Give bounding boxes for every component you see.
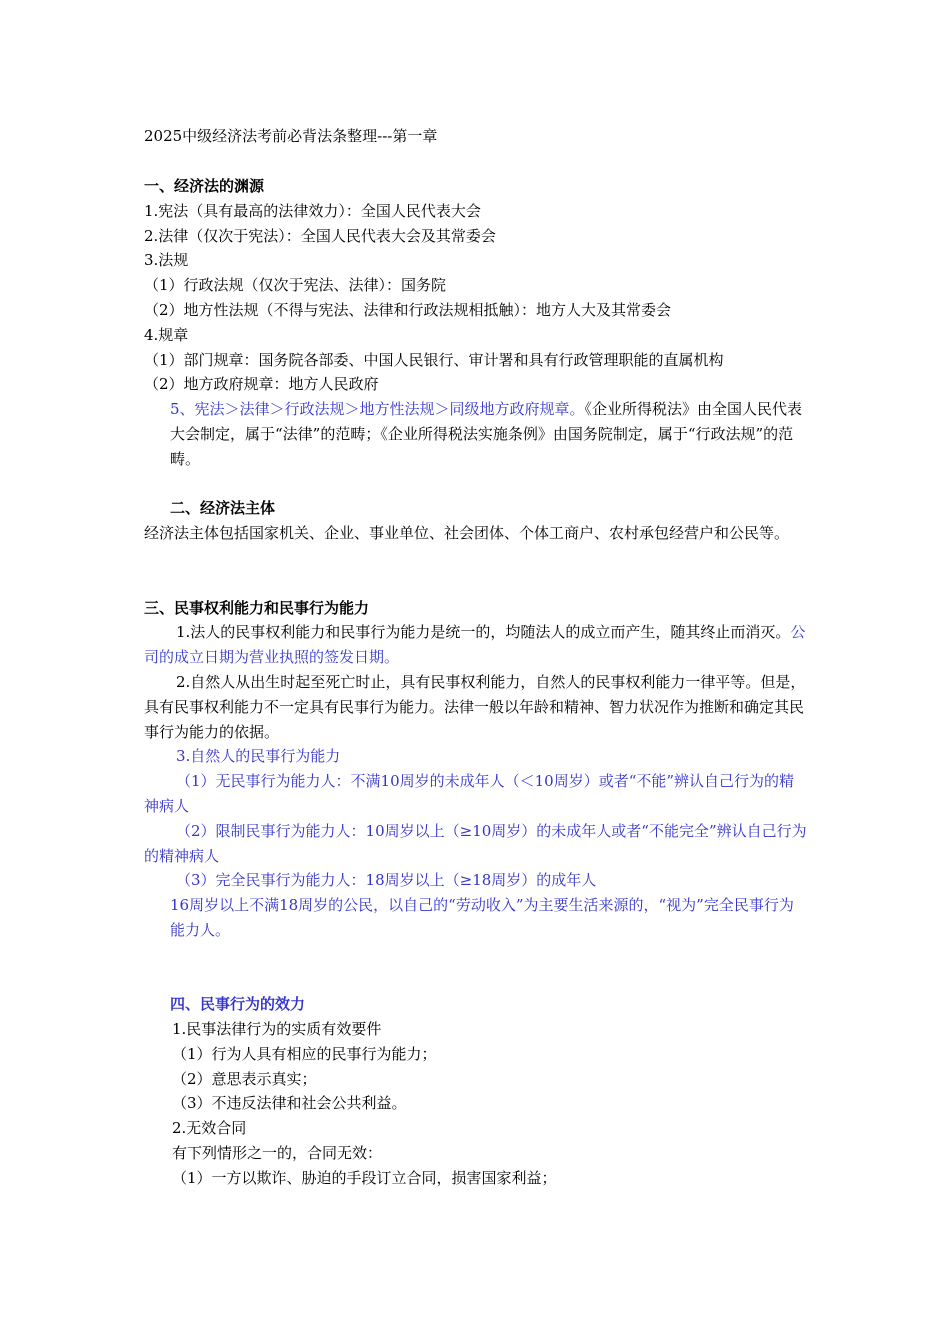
section3-p3-item: （3）完全民事行为能力人：18周岁以上（≥18周岁）的成年人 [176,871,597,890]
section2-text: 经济法主体包括国家机关、企业、事业单位、社会团体、个体工商户、农村承包经营户和公民等。 [144,524,790,543]
section1-item: 2.法律（仅次于宪法）：全国人民代表大会及其常委会 [144,226,496,245]
section3-paragraph1 [144,620,808,670]
section1-item: 4.规章 [144,325,189,344]
section1-point5-text: 《企业所得税法》由全国人民代表大会制定，属于“法律”的范畴；《企业所得税法实施条例》由国务院制定，属于“行政法规”的范畴。 [170,400,803,468]
section1-point5 [144,397,808,471]
document-title: 2025中级经济法考前必背法条整理---第一章 [144,127,438,145]
section3-p3-item: （1）无民事行为能力人：不满10周岁的未成年人（＜10周岁）或者“不能”辨认自己行为的精神病人 [144,772,795,815]
section4-item: （1）行为人具有相应的民事行为能力； [172,1044,437,1063]
section1-item: 3.法规 [144,251,189,270]
section2-heading: 二、经济法主体 [170,499,276,518]
section1-heading: 一、经济法的渊源 [144,177,265,195]
section3-paragraph2: 2.自然人从出生时起至死亡时止，具有民事权利能力，自然人的民事权利能力一律平等。但是，具有民事权利能力不一定具有民事行为能力。法律一般以年龄和精神、智力状况作为推断和确定其民事行为能力的依据。 [144,672,806,741]
section4-item: （2）意思表示真实； [172,1069,317,1088]
section1-item: （2）地方性法规（不得与宪法、法律和行政法规相抵触）：地方人大及其常委会 [144,300,672,319]
section3-p3-heading: 3.自然人的民事行为能力 [176,747,341,766]
section3-p3-note: 16周岁以上不满18周岁的公民，以自己的“劳动收入”为主要生活来源的，“视为”完全民事行为能力人。 [170,896,794,939]
section1-item: （1）部门规章：国务院各部委、中国人民银行、审计署和具有行政管理职能的直属机构 [144,350,724,369]
section1-item: （2）地方政府规章：地方人民政府 [144,375,379,394]
section1-item: 1.宪法（具有最高的法律效力）：全国人民代表大会 [144,201,481,220]
section4-heading: 四、民事行为的效力 [170,995,306,1014]
section4-item: （3）不违反法律和社会公共利益。 [172,1094,407,1113]
section4-item: 2.无效合同 [172,1119,247,1138]
section3-p1-text: 1.法人的民事权利能力和民事行为能力是统一的，均随法人的成立而产生，随其终止而消灭。 [176,623,791,642]
section3-p3-item: （2）限制民事行为能力人：10周岁以上（≥10周岁）的未成年人或者“不能完全”辨认自己行为的精神病人 [144,821,807,865]
section4-item: （1）一方以欺诈、胁迫的手段订立合同，损害国家利益； [172,1168,557,1187]
section4-item: 1.民事法律行为的实质有效要件 [172,1020,382,1039]
section3-heading: 三、民事权利能力和民事行为能力 [144,598,370,617]
section3-p1-highlight: 公司的成立日期为营业执照的签发日期。 [144,623,806,667]
section1-item: （1）行政法规（仅次于宪法、法律）：国务院 [144,276,447,295]
document-body [144,174,808,1191]
section1-point5-highlight: 5、宪法＞法律＞行政法规＞地方性法规＞同级地方政府规章。 [170,400,585,419]
section4-item: 有下列情形之一的，合同无效： [172,1144,383,1163]
